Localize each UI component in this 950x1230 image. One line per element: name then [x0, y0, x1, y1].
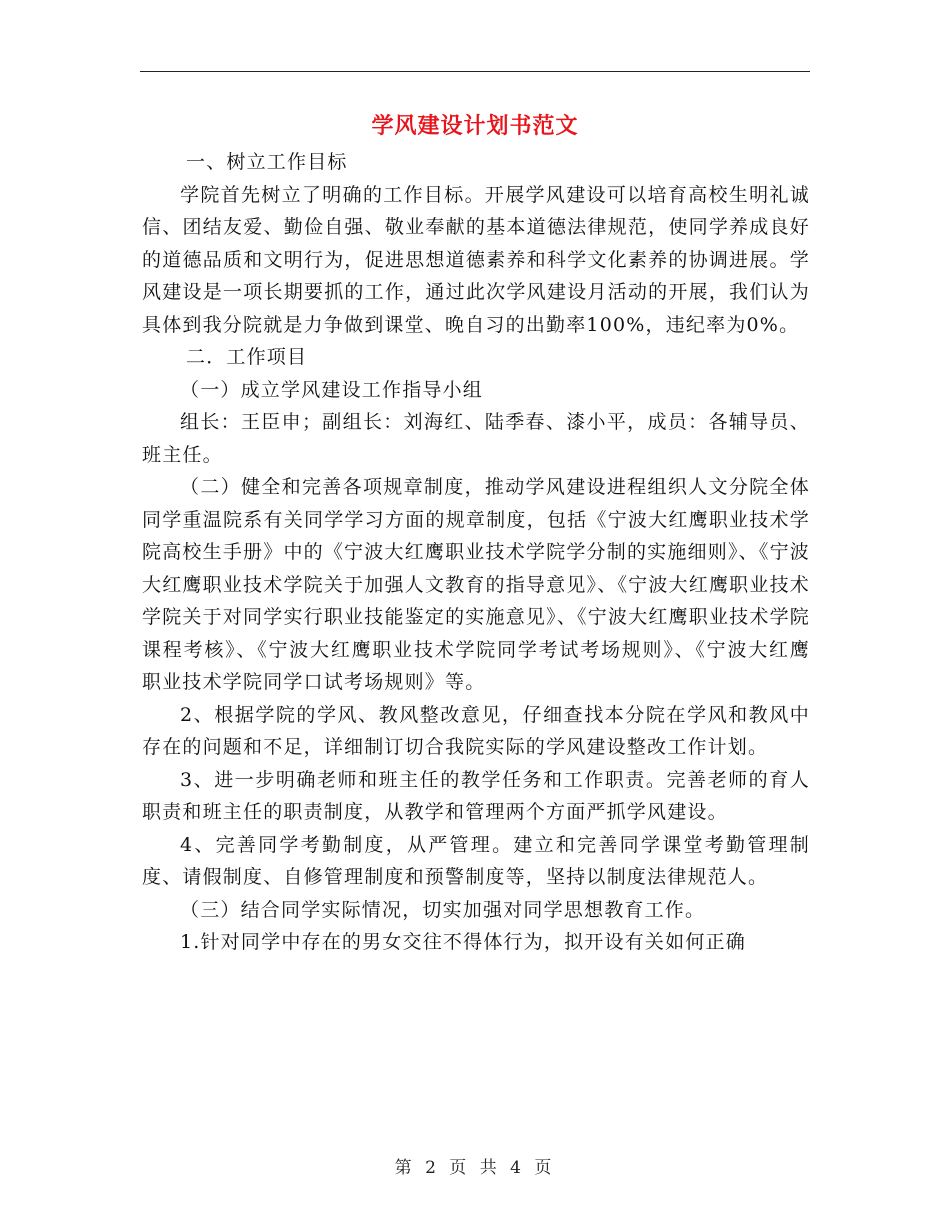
- paragraph: 3、进一步明确老师和班主任的教学任务和工作职责。完善老师的育人职责和班主任的职责制度，从教学和管理两个方面严抓学风建设。: [142, 768, 810, 823]
- paragraph: 2、根据学院的学风、教风整改意见，仔细查找本分院在学风和教风中存在的问题和不足，详细制订切合我院实际的学风建设整改工作计划。: [142, 703, 810, 758]
- subsection-heading: （三）结合同学实际情况，切实加强对同学思想教育工作。: [180, 898, 706, 921]
- section-heading: 一、树立工作目标: [186, 151, 348, 173]
- page-footer: 第 2 页 共 4 页: [394, 1158, 556, 1178]
- paragraph: 组长：王臣申；副组长：刘海红、陆季春、漆小平，成员：各辅导员、班主任。: [142, 411, 810, 466]
- paragraph: 1.针对同学中存在的男女交往不得体行为，拟开设有关如何正确: [180, 931, 746, 953]
- paragraph: 学院首先树立了明确的工作目标。开展学风建设可以培育高校生明礼诚信、团结友爱、勤俭自强、敬业奉献的基本道德法律规范，使同学养成良好的道德品质和文明行为，促进思想道德素养和科学文化素养的协调进展。学风建设是一项长期要抓的工作，通过此次学风建设月活动的开展，我们认为具体到我分院就是力争做到课堂、晚自习的出勤率100%，违纪率为0%。: [142, 183, 810, 336]
- subsection-heading: （一）成立学风建设工作指导小组: [180, 378, 484, 401]
- document-title: 学风建设计划书范文: [371, 113, 579, 139]
- document-body: [142, 146, 810, 959]
- paragraph: （二）健全和完善各项规章制度，推动学风建设进程组织人文分院全体同学重温院系有关同学学习方面的规章制度，包括《宁波大红鹰职业技术学院高校生手册》中的《宁波大红鹰职业技术学院学分制的实施细则》、《宁波大红鹰职业技术学院关于加强人文教育的指导意见》、《宁波大红鹰职业技术学院关于对同学实行职业技能鉴定的实施意见》、《宁波大红鹰职业技术学院课程考核》、《宁波大红鹰职业技术学院同学考试考场规则》、《宁波大红鹰职业技术学院同学口试考场规则》等。: [142, 476, 810, 693]
- section-heading: 二．工作项目: [186, 346, 308, 368]
- header-rule: [140, 71, 810, 72]
- paragraph: 4、完善同学考勤制度，从严管理。建立和完善同学课堂考勤管理制度、请假制度、自修管理制度和预警制度等，坚持以制度法律规范人。: [142, 833, 810, 888]
